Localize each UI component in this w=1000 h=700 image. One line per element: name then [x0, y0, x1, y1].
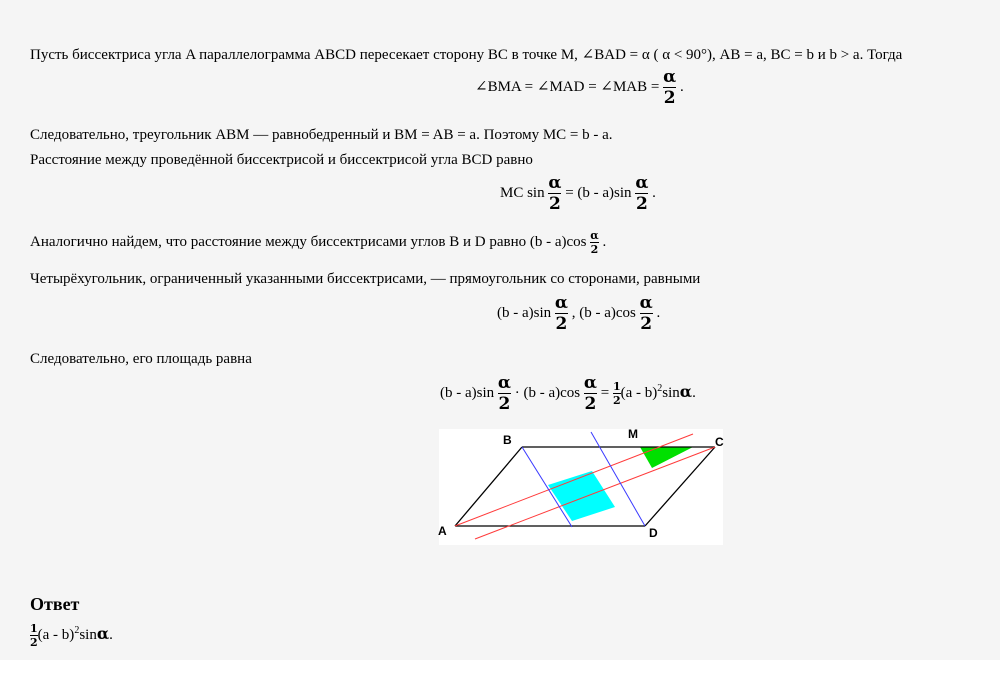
formula-4-alpha: α: [679, 381, 693, 401]
formula-1-end: .: [679, 78, 684, 95]
formula-4-b: · (b - a)cos: [514, 384, 581, 401]
frac-den: 2: [590, 243, 599, 256]
label-d: D: [649, 526, 658, 540]
paragraph-4-text: Аналогично найдем, что расстояние между биссектрисами углов B и D равно (b - a)cos: [30, 233, 587, 250]
frac-num: α: [635, 173, 649, 193]
frac-den: 2: [663, 88, 676, 108]
label-c: C: [715, 435, 724, 449]
formula-3-fraction-2: [640, 294, 653, 333]
formula-4-end: .: [692, 384, 696, 401]
formula-2: [500, 174, 656, 213]
answer-sin: sin: [79, 627, 97, 643]
formula-4-half: [613, 381, 621, 406]
formula-4-d: (a - b): [620, 384, 658, 401]
formula-4-a: (b - a)sin: [440, 384, 495, 401]
formula-4-fraction-2: [584, 374, 597, 413]
frac-den: 2: [612, 394, 621, 407]
frac-num: α: [497, 373, 511, 393]
label-a: A: [438, 524, 447, 538]
frac-den: 2: [635, 194, 648, 214]
paragraph-4-fraction: [590, 230, 598, 255]
frac-num: α: [548, 173, 562, 193]
formula-3: [497, 294, 660, 333]
frac-num: α: [590, 229, 599, 242]
formula-4: [440, 374, 696, 413]
paragraph-4: [30, 230, 606, 255]
label-m: M: [628, 427, 638, 441]
formula-2-end: .: [652, 184, 656, 201]
formula-4-square: 2: [657, 382, 663, 394]
paragraph-6: Следовательно, его площадь равна: [30, 351, 252, 367]
paragraph-1: Пусть биссектриса угла A параллелограмма ABCD пересекает сторону BC в точке M, ∠BAD = α ( α < 90°), AB = a, BC = b и b > a. Тогда: [30, 47, 903, 63]
frac-den: 2: [30, 636, 38, 650]
formula-4-fraction-1: [498, 374, 511, 413]
parallelogram-figure: [435, 427, 725, 547]
formula-4-equals: =: [600, 384, 610, 401]
frac-den: 2: [498, 394, 511, 414]
frac-num: 1: [612, 380, 621, 393]
paragraph-4-end: .: [602, 233, 607, 250]
formula-3-fraction-1: [555, 294, 568, 333]
formula-1-left: ∠BMA = ∠MAD = ∠MAB =: [475, 78, 660, 95]
formula-2-fraction-2: [635, 174, 648, 213]
formula-2-a: MC sin: [500, 184, 545, 201]
formula-3-b: , (b - a)cos: [571, 304, 636, 321]
formula-2-fraction-1: [548, 174, 561, 213]
formula-1-fraction: [663, 68, 676, 107]
formula-3-a: (b - a)sin: [497, 304, 552, 321]
frac-num: α: [554, 293, 568, 313]
frac-num: α: [583, 373, 597, 393]
frac-den: 2: [555, 314, 568, 334]
answer-formula: [30, 622, 113, 648]
paragraph-2: Следовательно, треугольник ABM — равнобедренный и BM = AB = a. Поэтому MC = b - a.: [30, 127, 613, 143]
answer-alpha: α: [96, 624, 110, 643]
answer-body: (a - b): [37, 627, 75, 643]
frac-den: 2: [584, 394, 597, 414]
frac-num: α: [663, 67, 677, 87]
answer-end: .: [109, 627, 113, 643]
frac-num: α: [639, 293, 653, 313]
answer-half: [30, 623, 38, 648]
formula-3-end: .: [656, 304, 661, 321]
frac-num: 1: [30, 622, 38, 636]
answer-heading: Ответ: [30, 594, 80, 614]
label-b: B: [503, 433, 512, 447]
paragraph-3: Расстояние между проведённой биссектрисой и биссектрисой угла BCD равно: [30, 152, 533, 168]
frac-den: 2: [548, 194, 561, 214]
formula-1: [475, 68, 684, 107]
formula-2-b: = (b - a)sin: [565, 184, 632, 201]
answer-square: 2: [74, 625, 80, 636]
frac-den: 2: [640, 314, 653, 334]
paragraph-5: Четырёхугольник, ограниченный указанными биссектрисами, — прямоугольник со сторонами, равными: [30, 271, 701, 287]
formula-4-sin: sin: [662, 384, 680, 401]
